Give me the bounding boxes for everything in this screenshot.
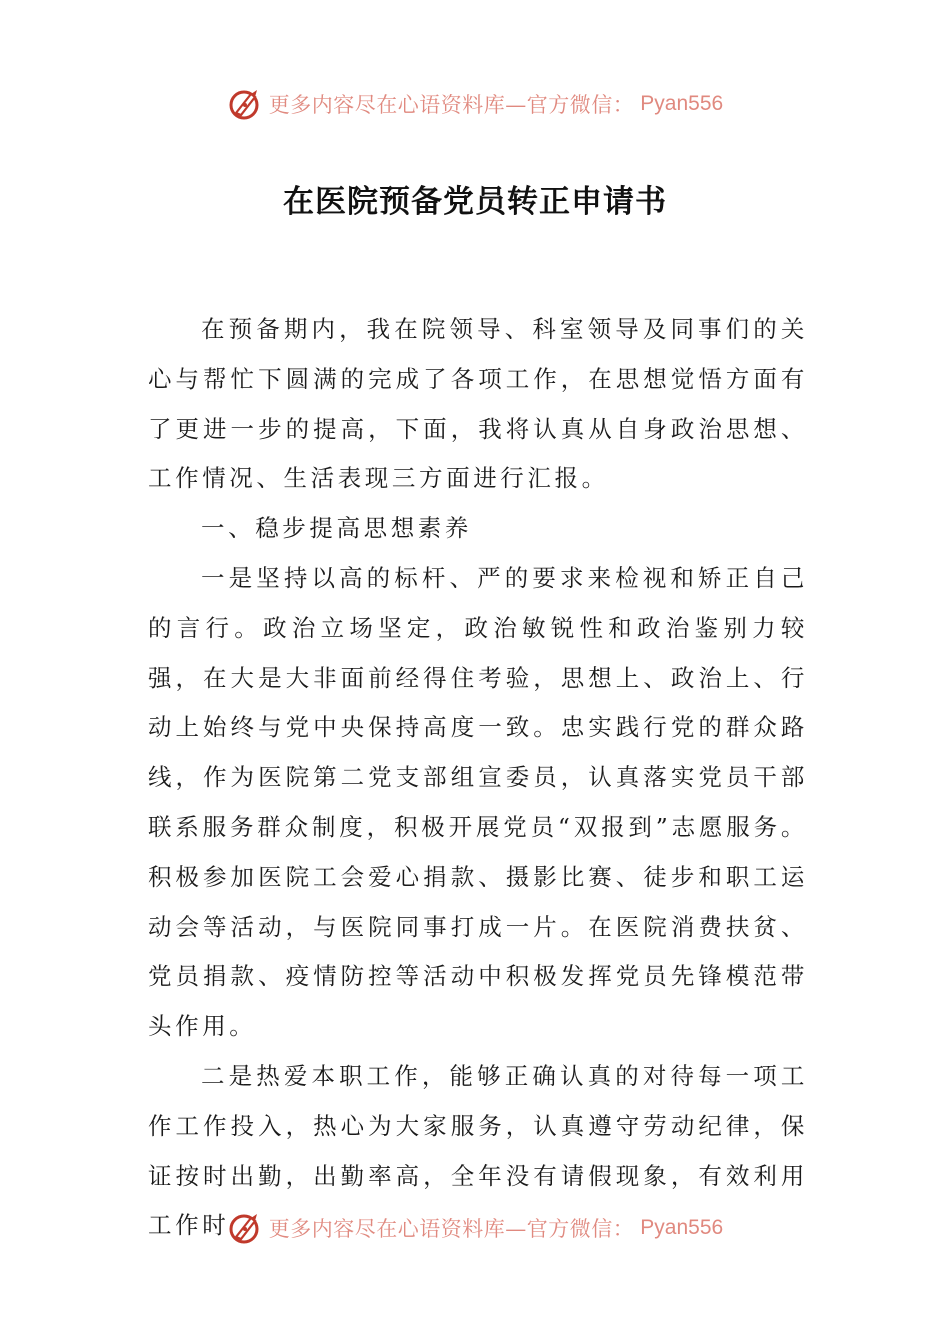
paragraph-point-one: 一是坚持以高的标杆、严的要求来检视和矫正自己的言行。政治立场坚定，政治敏锐性和政治鉴别力较强，在大是大非面前经得住考验，思想上、政治上、行动上始终与党中央保持高度一致。忠实践行党的群众路线，作为医院第二党支部组宣委员，认真落实党员干部联系服务群众制度，积极开展党员“双报到”志愿服务。积极参加医院工会爱心捐款、摄影比赛、徒步和职工运动会等活动，与医院同事打成一片。在医院消费扶贫、党员捐款、疫情防控等活动中积极发挥党员先锋模范带头作用。 bbox=[148, 563, 808, 1041]
footer-watermark-banner bbox=[0, 1206, 950, 1250]
watermark-wechat-id: Pyan556 bbox=[640, 92, 724, 115]
pen-nib-circle-icon bbox=[227, 86, 263, 122]
watermark-text: 更多内容尽在心语资料库—官方微信： bbox=[268, 1217, 635, 1241]
document-title: 在医院预备党员转正申请书 bbox=[283, 184, 667, 220]
section-heading: 一、稳步提高思想素养 bbox=[201, 514, 472, 543]
watermark-wechat-id: Pyan556 bbox=[640, 1216, 724, 1239]
watermark-text: 更多内容尽在心语资料库—官方微信： bbox=[268, 93, 635, 117]
document-body bbox=[148, 305, 808, 1251]
paragraph-intro: 在预备期内，我在院领导、科室领导及同事们的关心与帮忙下圆满的完成了各项工作，在思想觉悟方面有了更进一步的提高，下面，我将认真从自身政治思想、工作情况、生活表现三方面进行汇报。 bbox=[148, 315, 808, 493]
paragraph-point-two: 二是热爱本职工作，能够正确认真的对待每一项工作工作投入，热心为大家服务，认真遵守劳动纪律，保证按时出勤，出勤率高，全年没有请假现象，有效利用工作时 bbox=[148, 1061, 808, 1240]
header-watermark-banner bbox=[0, 82, 950, 126]
pen-nib-circle-icon bbox=[227, 1210, 263, 1246]
